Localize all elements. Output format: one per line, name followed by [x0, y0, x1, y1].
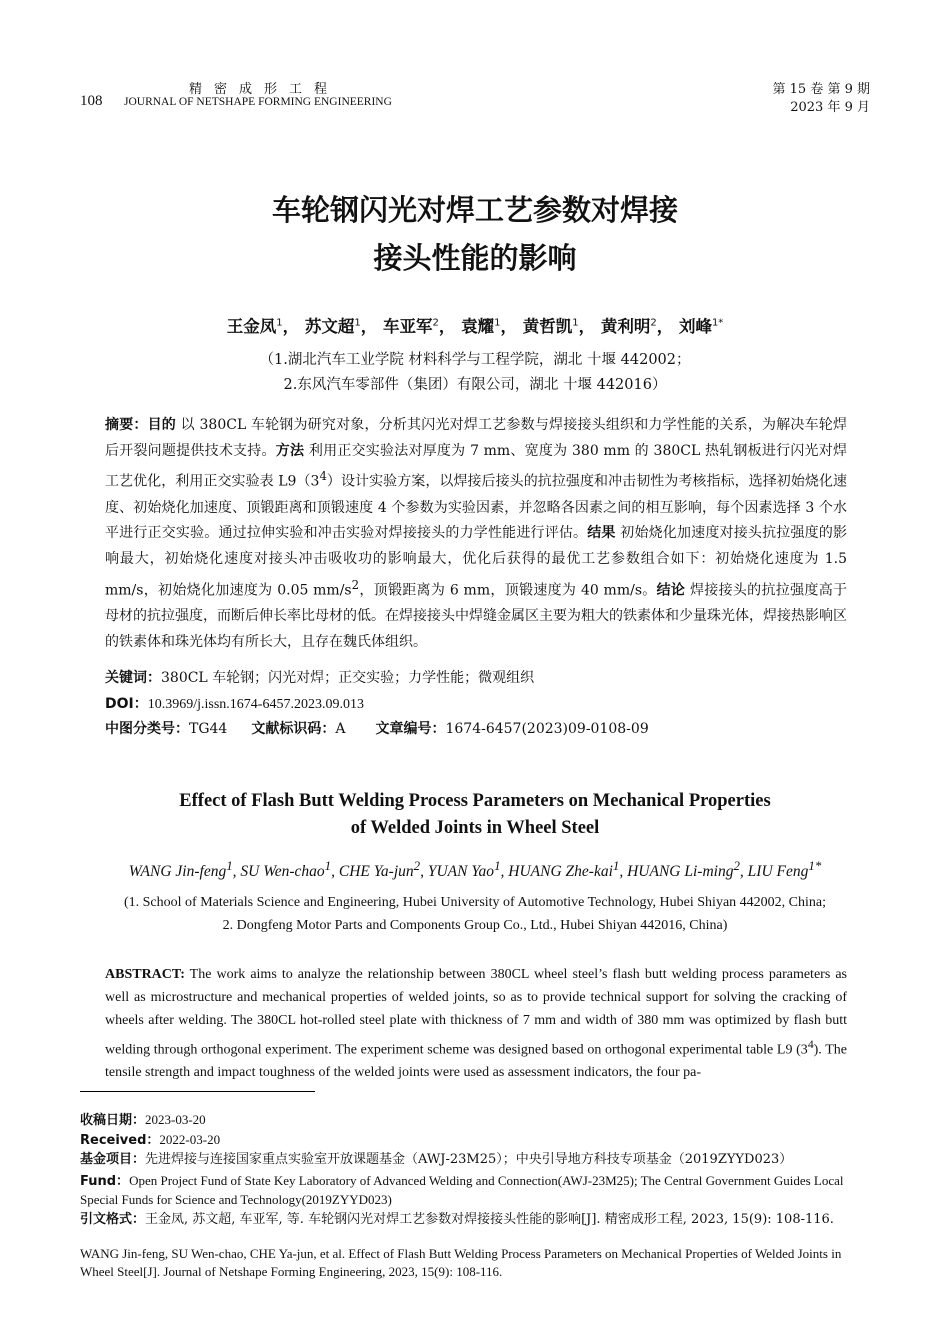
method-label: 方法 — [275, 442, 305, 459]
title-en-line: of Welded Joints in Wheel Steel — [350, 818, 600, 838]
superscript: 4 — [807, 1037, 814, 1051]
footnote-divider — [80, 1091, 315, 1092]
author-name: HUANG Zhe-kai — [508, 863, 613, 881]
affiliation-cn: （1.湖北汽车工业学院 材料科学与工程学院，湖北 十堰 442002； — [259, 352, 691, 368]
keywords-value: 380CL 车轮钢；闪光对焊；正交实验；力学性能；微观组织 — [161, 670, 535, 686]
author-affil-mark: 1 — [276, 317, 283, 329]
received-en-value: 2022-03-20 — [159, 1132, 221, 1147]
author-affil-mark: 1 — [612, 858, 620, 873]
title-cn-line: 接头性能的影响 — [373, 241, 577, 275]
clc-value: TG44 — [189, 721, 228, 737]
received-en-label: Received： — [80, 1133, 160, 1148]
objective-label: 目的 — [147, 417, 177, 433]
author-affil-mark: 2 — [413, 858, 421, 873]
abstract-en-label: ABSTRACT: — [105, 967, 185, 982]
conclusion-label: 结论 — [656, 582, 686, 599]
author-affil-mark: 1* — [808, 858, 822, 873]
received-cn-label: 收稿日期： — [80, 1113, 146, 1128]
fund-cn-value: 先进焊接与连接国家重点实验室开放课题基金（AWJ-23M25）；中央引导地方科技专项基金（2019ZYYD023） — [145, 1152, 793, 1167]
received-cn-value: 2023-03-20 — [145, 1112, 206, 1127]
author-affil-mark: 2 — [432, 317, 439, 329]
fund-en-value: Open Project Fund of State Key Laboratory of Advanced Welding and Connection(AWJ-23M25); The Central Government Guides Local Special Funds for Science and Technology(2019ZYYD023) — [80, 1173, 844, 1207]
author-name: 车亚军 — [382, 317, 433, 336]
paper-title-en — [0, 788, 950, 842]
author-name: CHE Ya-jun — [338, 863, 414, 881]
author-name: 苏文超 — [304, 317, 355, 336]
author-affil-mark: 2 — [650, 317, 657, 329]
author-affil-mark: 1 — [324, 858, 332, 873]
conclusion-text: 焊接接头的抗拉强度高于母材的抗拉强度，而断后伸长率比母材的低。在焊接接头中焊缝金属区主要为粗大的铁素体和少量珠光体，焊接热影响区的铁素体和珠光体均有所长大，且存在魏氏体组织。 — [105, 582, 847, 650]
author-name: 袁耀 — [461, 317, 495, 336]
method-text: 利用正交实验法对厚度为 7 mm、宽度为 380 mm 的 380CL 热轧钢板进行闪光对焊工艺优化，利用正交实验表 L9（3 — [105, 442, 848, 491]
superscript: 2 — [351, 577, 360, 592]
author-affil-mark: 2 — [733, 858, 740, 873]
author-affil-mark: 1 — [226, 858, 233, 873]
clc-label: 中图分类号： — [105, 721, 189, 737]
author-affil-mark: 1 — [572, 317, 579, 329]
journal-name-en: JOURNAL OF NETSHAPE FORMING ENGINEERING — [124, 96, 392, 108]
journal-name-cn: 精密成形工程 — [189, 82, 340, 97]
title-cn-line: 车轮钢闪光对焊工艺参数对焊接 — [271, 193, 678, 227]
article-no-value: 1674-6457(2023)09-0108-09 — [445, 721, 649, 737]
authors-en: WANG Jin-feng$^1$, SU Wen-chao$^1$, CHE Ya-jun$^2$, YUAN Yao$^1$, HUANG Zhe-kai$^1$, HUANG Li-ming$^2$, LIU Feng$^{1*}$ — [128, 858, 822, 881]
fund-en-label: Fund： — [80, 1174, 130, 1189]
author-name: HUANG Li-ming — [627, 863, 734, 881]
affiliation-cn: 2.东风汽车零部件（集团）有限公司，湖北 十堰 442016） — [283, 377, 667, 393]
author-affil-mark: 1* — [711, 317, 724, 329]
author-name: 黄哲凯 — [522, 317, 573, 336]
author-name: SU Wen-chao — [240, 863, 325, 881]
authors-cn: 王金凤$^1$， 苏文超$^1$， 车亚军$^2$， 袁耀$^1$， 黄哲凯$^1$， 黄利明$^2$， 刘峰$^{1*}$ — [226, 317, 724, 336]
author-affil-mark: 1 — [354, 317, 361, 329]
author-affil-mark: 1 — [494, 317, 501, 329]
result-text: ，顶锻距离为 6 mm，顶锻速度为 40 mm/s。 — [359, 582, 657, 599]
classification — [105, 718, 850, 738]
fund-cn-label: 基金项目： — [80, 1152, 146, 1167]
received-cn — [80, 1111, 870, 1130]
doi-label: DOI： — [105, 696, 148, 712]
doc-code-value: A — [335, 721, 346, 737]
objective-text: 以 380CL 车轮钢为研究对象，分析其闪光对焊工艺参数与焊接接头组织和力学性能的关系，为解决车轮焊后开裂问题提供技术支持。 — [105, 417, 848, 459]
author-affil-mark: 1 — [494, 858, 501, 873]
affiliation-en: (1. School of Materials Science and Engineering, Hubei University of Automotive Technology, Hubei Shiyan 442002, China; — [123, 895, 826, 910]
doc-code-label: 文献标识码： — [251, 721, 336, 737]
paper-title-cn — [0, 186, 950, 282]
author-name: 刘峰 — [678, 317, 712, 336]
superscript: 4 — [319, 469, 327, 484]
abstract-en-text: ). The tensile strength and impact toughness of the welded joints were used as assessment indicators, the four pa- — [105, 1042, 847, 1081]
keywords — [105, 667, 850, 687]
affiliation-en: 2. Dongfeng Motor Parts and Components Group Co., Ltd., Hubei Shiyan 442016, China) — [222, 918, 728, 933]
citation-en: WANG Jin-feng, SU Wen-chao, CHE Ya-jun, et al. Effect of Flash Butt Welding Process Parameters on Mechanical Properties of Welded Joints in Wheel Steel[J]. Journal of Netshape Forming Engineering, 2023, 15(9): 108-116. — [80, 1246, 842, 1279]
author-name: YUAN Yao — [427, 863, 495, 881]
citation-cn-value: 王金凤, 苏文超, 车亚军, 等. 车轮钢闪光对焊工艺参数对焊接接头性能的影响[J]. 精密成形工程, 2023, 15(9): 108-116. — [145, 1212, 834, 1227]
method-text: ）设计实验方案，以焊接后接头的抗拉强度和冲击韧性为考核指标，选择初始烧化速度、初始烧化加速度、顶锻距离和顶锻速度 4 个参数为实验因素，并忽略各因素之间的相互影响，每个因素选择 3 个水平进行正交实验。通过拉伸实验和冲击实验对焊接接头的力学性能进行评估。 — [105, 474, 848, 542]
fund-cn — [80, 1151, 870, 1169]
article-no-label: 文章编号： — [375, 721, 446, 737]
title-en-line: Effect of Flash Butt Welding Process Parameters on Mechanical Properties — [179, 791, 771, 811]
journal-volume: 第 15 卷 第 9 期 — [772, 82, 870, 97]
fund-en — [80, 1172, 870, 1209]
received-en — [80, 1131, 870, 1150]
citation-cn-label: 引文格式： — [80, 1212, 146, 1227]
citation-cn — [80, 1211, 870, 1229]
author-name: 黄利明 — [600, 317, 651, 336]
author-name: LIU Feng — [747, 863, 809, 881]
result-text: 初始烧化加速度对接头抗拉强度的影响最大，初始烧化速度对接头冲击吸收功的影响最大，优化后获得的最优工艺参数组合如下：初始烧化速度为 1.5 mm/s，初始烧化加速度为 0.05 mm/s — [105, 525, 848, 599]
journal-date: 2023 年 9 月 — [790, 100, 870, 115]
abstract-en — [105, 963, 847, 1085]
page-number: 108 — [80, 93, 103, 109]
keywords-label: 关键词： — [105, 670, 161, 686]
doi — [105, 693, 850, 713]
author-name: 王金凤 — [226, 317, 277, 336]
result-label: 结果 — [587, 525, 616, 542]
abstract-en-text: The work aims to analyze the relationship between 380CL wheel steel’s flash butt welding process parameters as well as microstructure and mechanical properties of welded joints, so as to provide technical support for solving the cracking of wheels after welding. The 380CL hot-rolled steel plate with thickness of 7 mm and width of 380 mm was optimized by flash butt welding through orthogonal experiment. The experiment scheme was designed based on orthogonal experimental table L9 (3 — [105, 967, 847, 1058]
doi-value: 10.3969/j.issn.1674-6457.2023.09.013 — [147, 697, 364, 712]
abstract-label: 摘要： — [105, 417, 148, 433]
abstract-cn — [105, 413, 847, 656]
author-name: WANG Jin-feng — [128, 863, 227, 881]
